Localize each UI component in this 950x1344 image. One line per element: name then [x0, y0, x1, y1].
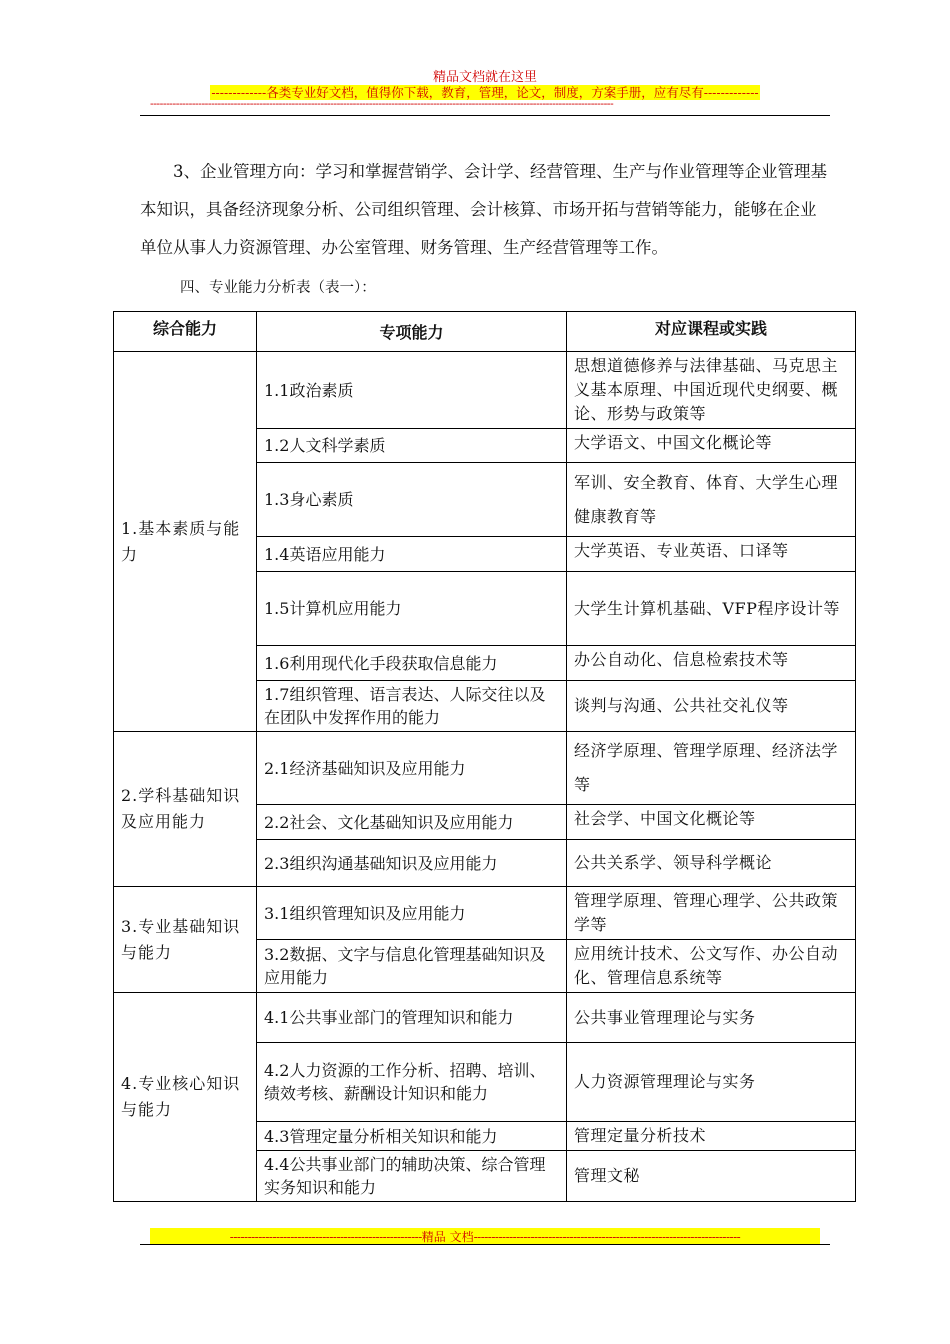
- ability-cell: 1.6利用现代化手段获取信息能力: [257, 646, 567, 681]
- header-dash-line: ------------------------------------------------------------------------------------------------------------------------------------------------: [150, 97, 614, 110]
- course-cell: 公共事业管理理论与实务: [567, 993, 856, 1043]
- course-cell: 管理文秘: [567, 1151, 856, 1202]
- header-comprehensive: 综合能力: [114, 312, 257, 352]
- course-cell: 公共关系学、领导科学概论: [567, 840, 856, 887]
- ability-cell: 4.3管理定量分析相关知识和能力: [257, 1122, 567, 1151]
- ability-cell: 2.1经济基础知识及应用能力: [257, 732, 567, 805]
- course-cell: 办公自动化、信息检索技术等: [567, 646, 856, 681]
- course-cell: 应用统计技术、公文写作、办公自动化、管理信息系统等: [567, 940, 856, 993]
- ability-cell: 1.1政治素质: [257, 352, 567, 429]
- footer-label: 精品 文档: [421, 1230, 474, 1244]
- table-row: [114, 887, 856, 940]
- ability-cell: 2.3组织沟通基础知识及应用能力: [257, 840, 567, 887]
- course-cell: 社会学、中国文化概论等: [567, 805, 856, 840]
- footer-right-dashes: ---------------------------------------------------------------------------: [473, 1230, 741, 1244]
- ability-cell: 1.2人文科学素质: [257, 429, 567, 463]
- ability-cell: 4.1公共事业部门的管理知识和能力: [257, 993, 567, 1043]
- group-1-name: 1.基本素质与能力: [114, 352, 257, 732]
- course-cell: 管理学原理、管理心理学、公共政策学等: [567, 887, 856, 940]
- body-paragraph: [140, 153, 830, 267]
- group-2-name: 2.学科基础知识及应用能力: [114, 732, 257, 887]
- table-row: [114, 993, 856, 1043]
- ability-cell: 1.3身心素质: [257, 463, 567, 537]
- course-cell: 大学英语、专业英语、口译等: [567, 537, 856, 572]
- course-cell: 谈判与沟通、公共社交礼仪等: [567, 681, 856, 732]
- course-cell: 思想道德修养与法律基础、马克思主义基本原理、中国近现代史纲要、概论、形势与政策等: [567, 352, 856, 429]
- course-cell: 经济学原理、管理学原理、经济法学等: [567, 732, 856, 805]
- ability-cell: 2.2社会、文化基础知识及应用能力: [257, 805, 567, 840]
- ability-cell: 4.4公共事业部门的辅助决策、综合管理实务知识和能力: [257, 1151, 567, 1202]
- group-3-name: 3.专业基础知识与能力: [114, 887, 257, 993]
- ability-cell: 1.5计算机应用能力: [257, 572, 567, 646]
- table-header-row: [114, 312, 856, 352]
- course-cell: 军训、安全教育、体育、大学生心理健康教育等: [567, 463, 856, 537]
- table-row: [114, 352, 856, 429]
- table-row: [114, 732, 856, 805]
- course-cell: 管理定量分析技术: [567, 1122, 856, 1151]
- header-rule: [140, 115, 830, 116]
- course-cell: 人力资源管理理论与实务: [567, 1043, 856, 1122]
- header-title: 精品文档就在这里: [432, 70, 537, 85]
- course-cell: 大学生计算机基础、VFP程序设计等: [567, 572, 856, 646]
- ability-cell: 4.2人力资源的工作分析、招聘、培训、绩效考核、薪酬设计知识和能力: [257, 1043, 567, 1122]
- footer-banner: [150, 1228, 820, 1244]
- ability-cell: 1.4英语应用能力: [257, 537, 567, 572]
- header-banner-text: -------------各类专业好文档，值得你下载，教育，管理，论文，制度，方案手册，应有尽有-------------: [211, 85, 759, 100]
- ability-cell: 3.1组织管理知识及应用能力: [257, 887, 567, 940]
- header-specific: 专项能力: [257, 312, 567, 352]
- course-cell: 大学语文、中国文化概论等: [567, 429, 856, 463]
- footer-left-dashes: ------------------------------------------------------: [229, 1230, 422, 1244]
- ability-cell: 1.7组织管理、语言表达、人际交往以及在团队中发挥作用的能力: [257, 681, 567, 732]
- ability-cell: 3.2数据、文字与信息化管理基础知识及应用能力: [257, 940, 567, 993]
- table-caption: 四、专业能力分析表（表一）：: [180, 280, 376, 296]
- paragraph-text: 3、企业管理方向：学习和掌握营销学、会计学、经营管理、生产与作业管理等企业管理基本知识，具备经济现象分析、公司组织管理、会计核算、市场开拓与营销等能力，能够在企业单位从事人力资源管理、办公室管理、财务管理、生产经营管理等工作。: [140, 162, 827, 257]
- group-4-name: 4.专业核心知识与能力: [114, 993, 257, 1202]
- ability-analysis-table: [113, 311, 856, 1202]
- header-courses: 对应课程或实践: [567, 312, 856, 352]
- footer-rule: [140, 1244, 830, 1245]
